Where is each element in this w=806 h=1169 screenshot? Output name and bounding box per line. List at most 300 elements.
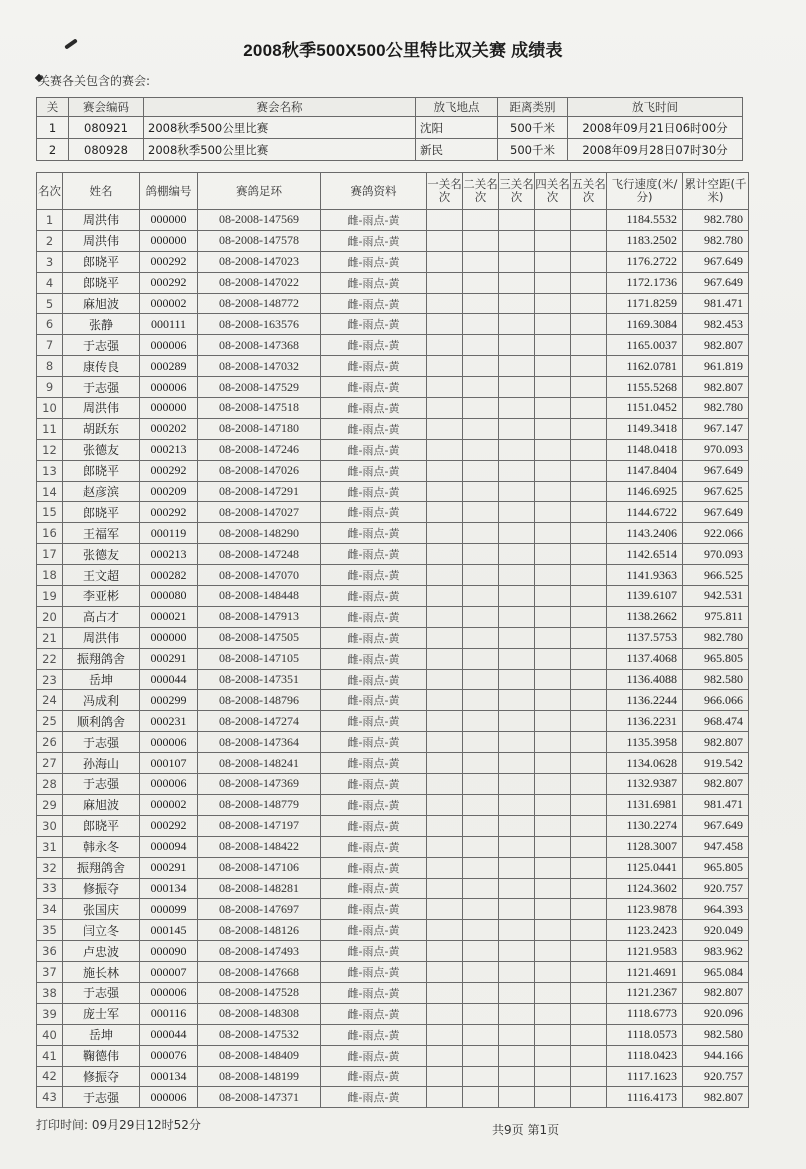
cell-dist: 983.962 [683, 941, 749, 962]
cell-stage-rank [427, 899, 463, 920]
cell-ring: 08-2008-147368 [198, 335, 321, 356]
cell-stage-rank [499, 1045, 535, 1066]
cell-name: 王文超 [63, 565, 140, 586]
cell-info: 雌-雨点-黄 [321, 920, 427, 941]
cell-stage-rank [535, 1024, 571, 1045]
cell-stage-rank [499, 857, 535, 878]
cell-stage-rank [427, 648, 463, 669]
cell-loft: 000289 [140, 356, 198, 377]
table-row [37, 982, 749, 1003]
cell-stage-rank [571, 711, 607, 732]
cell-name: 康传良 [63, 356, 140, 377]
cell-stage-rank [427, 565, 463, 586]
cell-dist: 919.542 [683, 753, 749, 774]
cell-name: 修振夺 [63, 1066, 140, 1087]
cell-speed: 1139.6107 [607, 586, 683, 607]
cell-stage-rank [499, 1087, 535, 1108]
cell-name: 振翔鸽舍 [63, 648, 140, 669]
cell-stage-rank [499, 418, 535, 439]
cell-loft: 000000 [140, 398, 198, 419]
cell-loft: 000231 [140, 711, 198, 732]
table-row [37, 439, 749, 460]
cell-name: 修振夺 [63, 878, 140, 899]
cell-info: 雌-雨点-黄 [321, 669, 427, 690]
cell-stage-rank [463, 669, 499, 690]
cell-stage-rank [535, 356, 571, 377]
cell-stage-rank [427, 1087, 463, 1108]
cell-ring: 08-2008-147022 [198, 272, 321, 293]
cell-speed: 1165.0037 [607, 335, 683, 356]
table-row [37, 857, 749, 878]
cell-dist: 961.819 [683, 356, 749, 377]
table-row [37, 1066, 749, 1087]
cell-stage-rank [571, 356, 607, 377]
table-row [37, 732, 749, 753]
race-cell-time: 2008年09月28日07时30分 [568, 139, 743, 161]
cell-stage-rank [499, 627, 535, 648]
table-row [37, 251, 749, 272]
cell-name: 郎晓平 [63, 502, 140, 523]
cell-speed: 1147.8404 [607, 460, 683, 481]
header-ring: 赛鸽足环 [198, 173, 321, 210]
cell-ring: 08-2008-147197 [198, 815, 321, 836]
cell-dist: 967.649 [683, 502, 749, 523]
cell-stage-rank [499, 460, 535, 481]
cell-ring: 08-2008-147493 [198, 941, 321, 962]
cell-stage-rank [499, 544, 535, 565]
table-row [37, 1045, 749, 1066]
cell-dist: 966.066 [683, 690, 749, 711]
cell-name: 王福军 [63, 523, 140, 544]
table-row [37, 627, 749, 648]
table-row [37, 460, 749, 481]
cell-stage-rank [571, 1003, 607, 1024]
cell-stage-rank [463, 251, 499, 272]
cell-dist: 920.757 [683, 878, 749, 899]
cell-stage-rank [571, 377, 607, 398]
cell-rank: 13 [37, 460, 63, 481]
cell-rank: 15 [37, 502, 63, 523]
cell-info: 雌-雨点-黄 [321, 774, 427, 795]
page-title: 2008秋季500X500公里特比双关赛 成绩表 [243, 41, 563, 60]
cell-stage-rank [427, 794, 463, 815]
cell-stage-rank [427, 857, 463, 878]
cell-info: 雌-雨点-黄 [321, 523, 427, 544]
cell-name: 张国庆 [63, 899, 140, 920]
cell-ring: 08-2008-147528 [198, 982, 321, 1003]
cell-stage-rank [463, 439, 499, 460]
cell-rank: 23 [37, 669, 63, 690]
cell-stage-rank [571, 210, 607, 231]
cell-name: 庞士军 [63, 1003, 140, 1024]
table-row [37, 648, 749, 669]
cell-ring: 08-2008-147532 [198, 1024, 321, 1045]
cell-stage-rank [499, 794, 535, 815]
cell-info: 雌-雨点-黄 [321, 1003, 427, 1024]
table-row [37, 314, 749, 335]
cell-stage-rank [571, 941, 607, 962]
cell-stage-rank [535, 544, 571, 565]
cell-stage-rank [463, 962, 499, 983]
cell-stage-rank [427, 210, 463, 231]
cell-speed: 1183.2502 [607, 230, 683, 251]
cell-rank: 24 [37, 690, 63, 711]
cell-speed: 1136.2244 [607, 690, 683, 711]
cell-rank: 32 [37, 857, 63, 878]
cell-stage-rank [535, 606, 571, 627]
cell-dist: 982.780 [683, 210, 749, 231]
cell-loft: 000006 [140, 377, 198, 398]
cell-dist: 982.780 [683, 398, 749, 419]
table-row [37, 774, 749, 795]
cell-stage-rank [499, 753, 535, 774]
cell-dist: 965.084 [683, 962, 749, 983]
cell-stage-rank [499, 377, 535, 398]
cell-loft: 000002 [140, 293, 198, 314]
cell-stage-rank [499, 669, 535, 690]
cell-stage-rank [427, 377, 463, 398]
cell-dist: 982.453 [683, 314, 749, 335]
cell-stage-rank [463, 356, 499, 377]
cell-speed: 1118.6773 [607, 1003, 683, 1024]
cell-info: 雌-雨点-黄 [321, 1045, 427, 1066]
cell-stage-rank [499, 1066, 535, 1087]
cell-stage-rank [535, 711, 571, 732]
cell-speed: 1136.4088 [607, 669, 683, 690]
cell-stage-rank [427, 962, 463, 983]
cell-loft: 000076 [140, 1045, 198, 1066]
cell-speed: 1135.3958 [607, 732, 683, 753]
cell-stage-rank [535, 690, 571, 711]
cell-loft: 000006 [140, 1087, 198, 1108]
cell-info: 雌-雨点-黄 [321, 544, 427, 565]
cell-stage-rank [499, 356, 535, 377]
cell-loft: 000299 [140, 690, 198, 711]
cell-stage-rank [463, 1045, 499, 1066]
table-row [37, 941, 749, 962]
cell-loft: 000291 [140, 857, 198, 878]
cell-speed: 1117.1623 [607, 1066, 683, 1087]
cell-stage-rank [535, 941, 571, 962]
cell-stage-rank [499, 690, 535, 711]
cell-ring: 08-2008-147274 [198, 711, 321, 732]
cell-loft: 000292 [140, 460, 198, 481]
cell-stage-rank [535, 418, 571, 439]
cell-stage-rank [571, 251, 607, 272]
cell-stage-rank [427, 732, 463, 753]
cell-name: 闫立冬 [63, 920, 140, 941]
cell-dist: 920.049 [683, 920, 749, 941]
cell-rank: 37 [37, 962, 63, 983]
cell-speed: 1169.3084 [607, 314, 683, 335]
cell-speed: 1143.2406 [607, 523, 683, 544]
cell-info: 雌-雨点-黄 [321, 1066, 427, 1087]
race-cell-code: 080921 [69, 117, 144, 139]
cell-stage-rank [535, 210, 571, 231]
cell-speed: 1116.4173 [607, 1087, 683, 1108]
results-header [37, 173, 749, 210]
cell-stage-rank [535, 502, 571, 523]
cell-stage-rank [571, 314, 607, 335]
cell-speed: 1121.9583 [607, 941, 683, 962]
cell-speed: 1171.8259 [607, 293, 683, 314]
cell-info: 雌-雨点-黄 [321, 690, 427, 711]
cell-name: 胡跃东 [63, 418, 140, 439]
cell-rank: 10 [37, 398, 63, 419]
race-cell-stage: 2 [37, 139, 69, 161]
cell-info: 雌-雨点-黄 [321, 272, 427, 293]
cell-speed: 1123.9878 [607, 899, 683, 920]
cell-stage-rank [571, 794, 607, 815]
cell-rank: 28 [37, 774, 63, 795]
cell-info: 雌-雨点-黄 [321, 502, 427, 523]
cell-stage-rank [535, 230, 571, 251]
cell-stage-rank [427, 398, 463, 419]
header-loft: 鸽棚编号 [140, 173, 198, 210]
cell-rank: 1 [37, 210, 63, 231]
cell-stage-rank [427, 627, 463, 648]
cell-ring: 08-2008-148126 [198, 920, 321, 941]
cell-rank: 34 [37, 899, 63, 920]
cell-rank: 21 [37, 627, 63, 648]
cell-stage-rank [535, 314, 571, 335]
race-cell-location: 沈阳 [416, 117, 498, 139]
cell-info: 雌-雨点-黄 [321, 210, 427, 231]
cell-loft: 000134 [140, 1066, 198, 1087]
cell-stage-rank [499, 1003, 535, 1024]
cell-stage-rank [535, 377, 571, 398]
cell-stage-rank [427, 293, 463, 314]
cell-stage-rank [535, 627, 571, 648]
cell-stage-rank [427, 356, 463, 377]
cell-stage-rank [499, 774, 535, 795]
cell-stage-rank [463, 606, 499, 627]
cell-info: 雌-雨点-黄 [321, 1087, 427, 1108]
cell-loft: 000134 [140, 878, 198, 899]
cell-speed: 1123.2423 [607, 920, 683, 941]
cell-stage-rank [499, 565, 535, 586]
race-cell-distance: 500千米 [498, 117, 568, 139]
cell-stage-rank [535, 1045, 571, 1066]
cell-stage-rank [571, 732, 607, 753]
cell-stage-rank [571, 857, 607, 878]
cell-stage-rank [463, 627, 499, 648]
cell-speed: 1155.5268 [607, 377, 683, 398]
cell-loft: 000209 [140, 481, 198, 502]
cell-stage-rank [427, 1003, 463, 1024]
cell-rank: 9 [37, 377, 63, 398]
cell-dist: 967.625 [683, 481, 749, 502]
cell-name: 张静 [63, 314, 140, 335]
cell-stage-rank [571, 502, 607, 523]
cell-rank: 14 [37, 481, 63, 502]
cell-dist: 982.807 [683, 1087, 749, 1108]
cell-ring: 08-2008-147518 [198, 398, 321, 419]
cell-stage-rank [463, 753, 499, 774]
cell-dist: 920.757 [683, 1066, 749, 1087]
cell-stage-rank [535, 523, 571, 544]
cell-stage-rank [535, 857, 571, 878]
cell-dist: 947.458 [683, 836, 749, 857]
table-row [37, 544, 749, 565]
header-speed: 飞行速度(米/分) [607, 173, 683, 210]
cell-ring: 08-2008-148422 [198, 836, 321, 857]
race-row [37, 139, 743, 161]
race-cell-distance: 500千米 [498, 139, 568, 161]
cell-ring: 08-2008-147505 [198, 627, 321, 648]
cell-stage-rank [463, 230, 499, 251]
cell-info: 雌-雨点-黄 [321, 293, 427, 314]
cell-stage-rank [571, 1087, 607, 1108]
cell-stage-rank [499, 878, 535, 899]
cell-stage-rank [427, 669, 463, 690]
cell-rank: 16 [37, 523, 63, 544]
cell-ring: 08-2008-147246 [198, 439, 321, 460]
cell-stage-rank [571, 481, 607, 502]
cell-loft: 000116 [140, 1003, 198, 1024]
cell-dist: 982.807 [683, 982, 749, 1003]
cell-name: 冯成利 [63, 690, 140, 711]
cell-speed: 1148.0418 [607, 439, 683, 460]
cell-name: 孙海山 [63, 753, 140, 774]
cell-ring: 08-2008-148409 [198, 1045, 321, 1066]
cell-info: 雌-雨点-黄 [321, 941, 427, 962]
cell-stage-rank [535, 899, 571, 920]
cell-rank: 38 [37, 982, 63, 1003]
cell-loft: 000099 [140, 899, 198, 920]
cell-dist: 982.780 [683, 627, 749, 648]
cell-rank: 43 [37, 1087, 63, 1108]
cell-stage-rank [499, 941, 535, 962]
table-row [37, 711, 749, 732]
cell-stage-rank [463, 815, 499, 836]
cell-stage-rank [535, 982, 571, 1003]
race-cell-code: 080928 [69, 139, 144, 161]
cell-stage-rank [499, 815, 535, 836]
cell-stage-rank [571, 335, 607, 356]
cell-stage-rank [427, 544, 463, 565]
cell-stage-rank [427, 711, 463, 732]
cell-stage-rank [535, 1087, 571, 1108]
cell-dist: 982.807 [683, 774, 749, 795]
cell-stage-rank [535, 586, 571, 607]
cell-stage-rank [463, 878, 499, 899]
cell-stage-rank [571, 272, 607, 293]
cell-speed: 1162.0781 [607, 356, 683, 377]
cell-stage-rank [463, 1003, 499, 1024]
cell-stage-rank [499, 899, 535, 920]
cell-dist: 975.811 [683, 606, 749, 627]
cell-dist: 982.807 [683, 335, 749, 356]
cell-stage-rank [571, 920, 607, 941]
table-row [37, 606, 749, 627]
cell-stage-rank [427, 753, 463, 774]
cell-stage-rank [571, 836, 607, 857]
cell-ring: 08-2008-147023 [198, 251, 321, 272]
cell-stage-rank [463, 1066, 499, 1087]
cell-name: 李亚彬 [63, 586, 140, 607]
cell-dist: 966.525 [683, 565, 749, 586]
cell-ring: 08-2008-148290 [198, 523, 321, 544]
cell-loft: 000006 [140, 335, 198, 356]
cell-stage-rank [427, 878, 463, 899]
table-row [37, 565, 749, 586]
cell-rank: 42 [37, 1066, 63, 1087]
cell-name: 施长林 [63, 962, 140, 983]
cell-loft: 000000 [140, 627, 198, 648]
cell-dist: 922.066 [683, 523, 749, 544]
cell-stage-rank [499, 836, 535, 857]
cell-stage-rank [463, 544, 499, 565]
cell-info: 雌-雨点-黄 [321, 586, 427, 607]
cell-rank: 2 [37, 230, 63, 251]
cell-rank: 7 [37, 335, 63, 356]
cell-dist: 967.147 [683, 418, 749, 439]
cell-ring: 08-2008-148779 [198, 794, 321, 815]
header-name: 姓名 [63, 173, 140, 210]
cell-rank: 31 [37, 836, 63, 857]
cell-loft: 000044 [140, 1024, 198, 1045]
cell-name: 周洪伟 [63, 627, 140, 648]
cell-rank: 26 [37, 732, 63, 753]
cell-stage-rank [463, 398, 499, 419]
cell-stage-rank [499, 398, 535, 419]
cell-ring: 08-2008-147913 [198, 606, 321, 627]
race-cell-name: 2008秋季500公里比赛 [144, 117, 416, 139]
cell-info: 雌-雨点-黄 [321, 230, 427, 251]
cell-speed: 1144.6722 [607, 502, 683, 523]
cell-stage-rank [571, 230, 607, 251]
cell-rank: 35 [37, 920, 63, 941]
cell-info: 雌-雨点-黄 [321, 962, 427, 983]
cell-name: 张德友 [63, 544, 140, 565]
cell-stage-rank [571, 648, 607, 669]
cell-stage-rank [571, 1045, 607, 1066]
cell-name: 于志强 [63, 982, 140, 1003]
cell-stage-rank [427, 230, 463, 251]
cell-stage-rank [463, 774, 499, 795]
cell-ring: 08-2008-147027 [198, 502, 321, 523]
cell-dist: 965.805 [683, 648, 749, 669]
cell-stage-rank [499, 230, 535, 251]
cell-stage-rank [571, 398, 607, 419]
cell-info: 雌-雨点-黄 [321, 251, 427, 272]
cell-stage-rank [535, 648, 571, 669]
cell-name: 鞠德伟 [63, 1045, 140, 1066]
cell-stage-rank [571, 544, 607, 565]
cell-ring: 08-2008-147248 [198, 544, 321, 565]
cell-loft: 000044 [140, 669, 198, 690]
race-header-time: 放飞时间 [568, 98, 743, 117]
header-stage4: 四关名次 [535, 173, 571, 210]
cell-info: 雌-雨点-黄 [321, 711, 427, 732]
cell-ring: 08-2008-147291 [198, 481, 321, 502]
cell-stage-rank [571, 439, 607, 460]
cell-stage-rank [499, 920, 535, 941]
cell-stage-rank [535, 398, 571, 419]
cell-dist: 982.807 [683, 732, 749, 753]
cell-ring: 08-2008-148241 [198, 753, 321, 774]
cell-name: 振翔鸽舍 [63, 857, 140, 878]
cell-ring: 08-2008-148199 [198, 1066, 321, 1087]
cell-name: 高占才 [63, 606, 140, 627]
cell-info: 雌-雨点-黄 [321, 314, 427, 335]
cell-stage-rank [463, 586, 499, 607]
cell-speed: 1176.2722 [607, 251, 683, 272]
cell-stage-rank [499, 481, 535, 502]
table-row [37, 356, 749, 377]
cell-stage-rank [535, 272, 571, 293]
